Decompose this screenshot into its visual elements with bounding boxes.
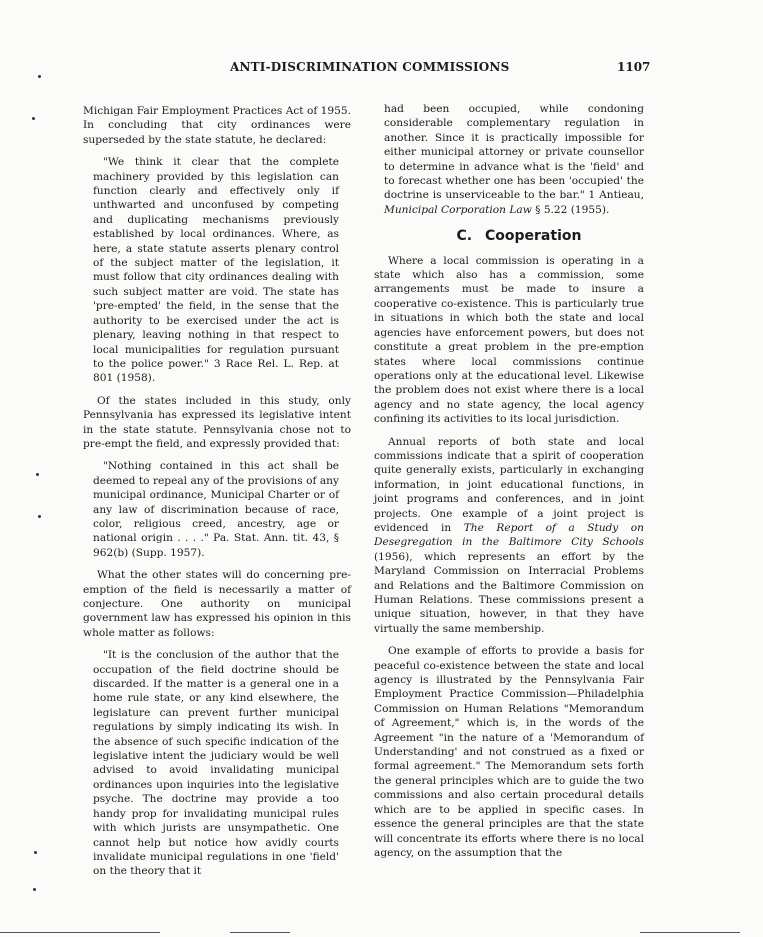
right-column (374, 102, 644, 868)
scan-edge-line (230, 932, 290, 933)
left-column (83, 104, 351, 887)
paragraph (374, 435, 644, 637)
section-title: Cooperation (485, 228, 582, 245)
scan-speck (38, 515, 41, 518)
paragraph: Where a local commission is operating in a state which also has a commission, some arrangements must be made to insure a cooperative co-existence. This is particularly true in situations in which both the state and local agencies have enforcement powers, but does not constitute a great problem in the pre-emption states where local commissions continue operations only at the educational level. Likewise the problem does not exist where there is a local agency and no state agency, the local agency confining its activities to its local jurisdiction. (374, 254, 644, 426)
section-letter: C. (456, 228, 473, 245)
paragraph-text: (1956), which represents an effort by the Maryland Commission on Interracial Problems and Relations and the Baltimore Commission on Human Relations. These commissions present a unique situation, however, in that they have virtually the same membership. (374, 550, 644, 635)
paragraph: Michigan Fair Employment Practices Act of 1955. In concluding that city ordinances were superseded by the state statute, he declared: (83, 105, 351, 146)
scan-speck (33, 888, 36, 891)
block-quote-continued (374, 102, 644, 217)
section-heading (374, 229, 644, 243)
report-title: The Report of a Study on Desegregation in the Baltimore City Schools (374, 521, 644, 549)
scan-edge-line (0, 932, 160, 933)
page-number: 1107 (617, 60, 651, 74)
block-quote: "It is the conclusion of the author that the occupation of the field doctrine should be discarded. If the matter is a general one in a home rule state, or any kind elsewhere, the legislature can prevent further municipal regulations by simply indicating its wish. In the absence of such specific indication of the legislative intent the judiciary would be well advised to avoid invalidating municipal ordinances upon inquiries into the legislative psyche. The doctrine may provide a too handy prop for invalidating municipal rules with which jurists are unsympathetic. One cannot help but notice how avidly courts invalidate municipal regulations in one 'field' on the theory that it (93, 649, 339, 878)
scan-speck (38, 75, 41, 78)
scan-speck (32, 117, 35, 120)
citation-title: Municipal Corporation Law (384, 203, 532, 216)
paragraph: One example of efforts to provide a basis for peaceful co-existence between the state and local agency is illustrated by the Pennsylvania Fair Employment Practice Commission—Philadelphia Commission on Human Relations "Memorandum of Agreement," which is, in the words of the Agreement "in the nature of a 'Memorandum of Understanding' and not construed as a fixed or formal agreement." The Memorandum sets forth the general principles which are to guide the two commissions and also certain procedural details which are to be applied in specific cases. In essence the general principles are that the state will concentrate its efforts where there is no local agency, on the assumption that the (374, 645, 644, 859)
scan-speck (34, 851, 37, 854)
citation-section: § 5.22 (1955). (535, 203, 610, 216)
scan-edge-line (640, 932, 740, 933)
running-title: ANTI-DISCRIMINATION COMMISSIONS (230, 60, 510, 74)
quote-text: had been occupied, while condoning considerable complementary regulation in another. Since it is practically impossible for either municipal attorney or private counsellor to determine in advance what is the 'field' and to forecast whether one has been 'occupied' the doctrine is unserviceable to the bar." 1 Antieau, (384, 103, 644, 202)
paragraph-text: Annual reports of both state and local commissions indicate that a spirit of cooperation quite generally exists, particularly in exchanging information, in joint educational functions, in joint programs and conferences, and in joint projects. One example of a joint project is evidenced in (374, 435, 644, 534)
block-quote: "Nothing contained in this act shall be deemed to repeal any of the provisions of any municipal ordinance, Municipal Charter or of any law of discrimination because of race, color, religious creed, ancestry, age or national origin . . . ." Pa. Stat. Ann. tit. 43, § 962(b) (Supp. 1957). (93, 460, 339, 559)
scan-speck (36, 473, 39, 476)
paragraph: What the other states will do concerning pre-emption of the field is necessarily a matter of conjecture. One authority on municipal government law has expressed his opinion in this whole matter as follows: (83, 569, 351, 639)
paragraph: Of the states included in this study, only Pennsylvania has expressed its legislative intent in the state statute. Pennsylvania chose not to pre-empt the field, and expressly provided that: (83, 394, 351, 450)
block-quote: "We think it clear that the complete machinery provided by this legislation can function clearly and effectively only if unthwarted and unconfused by competing and duplicating mechanisms previously established by local ordinances. Where, as here, a state statute asserts plenary control of the subject matter of the legislation, it must follow that city ordinances dealing with such subject matter are void. The state has 'pre-empted' the field, in the sense that the authority to be exercised under the act is plenary, leaving nothing in that respect to local municipalities for regulation pursuant to the police power." 3 Race Rel. L. Rep. at 801 (1958). (93, 156, 339, 385)
